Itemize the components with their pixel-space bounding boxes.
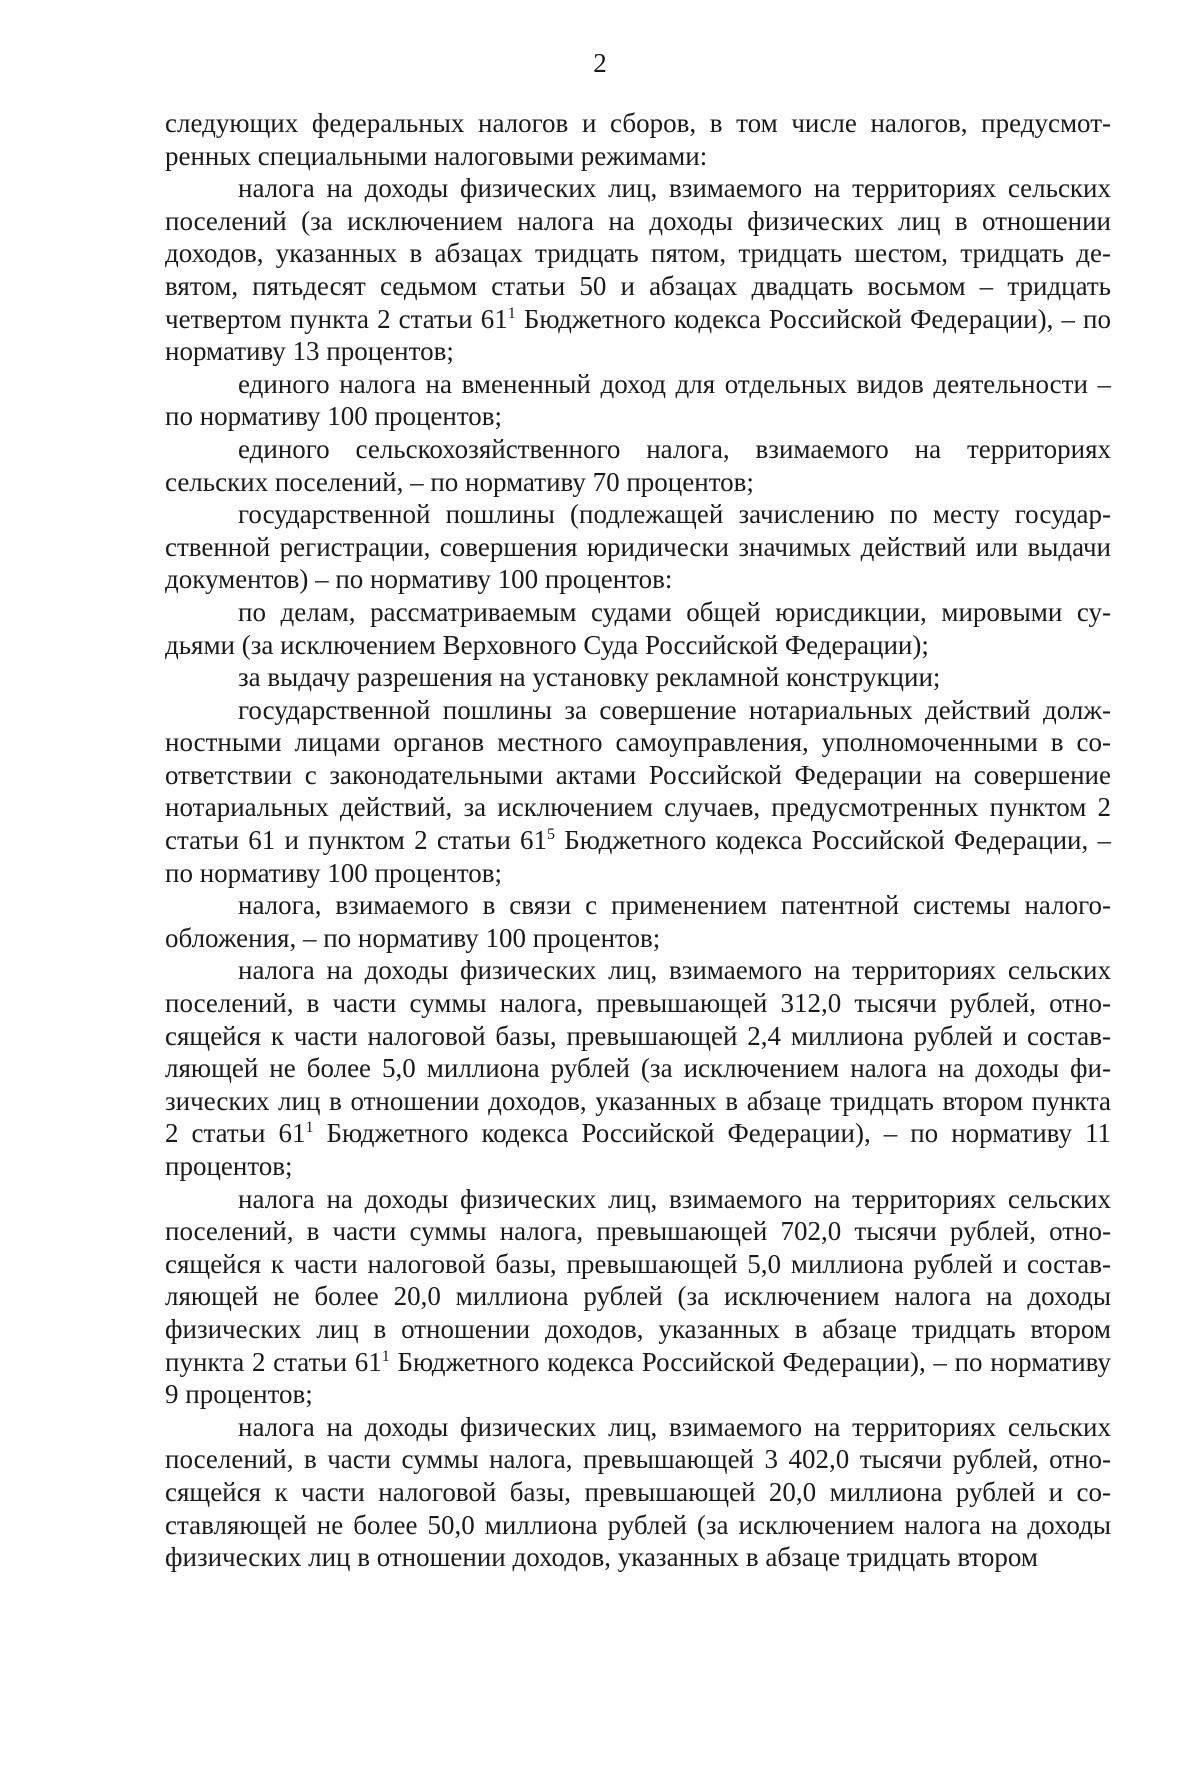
paragraph-text: налога, взимаемого в связи с применением патентной системы налогообложения, – по нормативу 100 процентов; <box>165 890 1111 953</box>
paragraph-text: следующих федеральных налогов и сборов, в том числе налогов, предусмотренных специальными налоговыми режимами: <box>165 108 1111 171</box>
paragraph <box>165 954 1111 1182</box>
superscript: 1 <box>507 304 516 322</box>
paragraph-text: налога на доходы физических лиц, взимаемого на территориях сельских поселений, в части суммы налога, превышающей 3 402,0 тысячи рублей, относящейся к части налоговой базы, превышающей 20,0 миллиона рублей и составляющей не более 50,0 миллиона рублей (за исключением налога на доходы физических лиц в отношении доходов, указанных в абзаце тридцать втором <box>165 1411 1111 1573</box>
paragraph <box>165 1411 1111 1574</box>
superscript: 1 <box>305 1119 314 1137</box>
paragraph-text: Бюджетного кодекса Российской Федерации, – по нормативу 100 процентов; <box>165 825 1111 888</box>
page-number: 2 <box>593 48 607 78</box>
paragraph-text: Бюджетного кодекса Российской Федерации), – по нормативу 9 процентов; <box>165 1346 1112 1410</box>
paragraph-text: за выдачу разрешения на установку рекламной конструкции; <box>238 662 941 693</box>
paragraph-text: Бюджетного кодекса Российской Федерации), – по нормативу 11 процентов; <box>165 1118 1111 1181</box>
paragraph-text: налога на доходы физических лиц, взимаемого на территориях сельских поселений, в части суммы налога, превышающей 312,0 тысячи рублей, относящейся к части налоговой базы, превышающей 2,4 миллиона рублей и составляющей не более 5,0 миллиона рублей (за исключением налога на доходы физических лиц в отношении доходов, указанных в абзаце тридцать втором пункта 2 статьи 61 <box>165 955 1111 1149</box>
paragraph-text: единого сельскохозяйственного налога, взимаемого на территориях сельских поселений, – по нормативу 70 процентов; <box>165 433 1111 497</box>
superscript: 1 <box>381 1347 390 1365</box>
paragraph-text: по делам, рассматриваемым судами общей юрисдикции, мировыми судьями (за исключением Верховного Суда Российской Федерации); <box>165 596 1111 660</box>
paragraph <box>165 596 1111 661</box>
paragraph <box>165 889 1111 954</box>
paragraph <box>165 172 1111 368</box>
superscript: 5 <box>547 826 556 844</box>
paragraph-text: государственной пошлины (подлежащей зачислению по месту государственной регистрации, совершения юридически значимых действий или выдачи документов) – по нормативу 100 процентов: <box>165 499 1111 595</box>
paragraph <box>165 694 1111 890</box>
paragraph <box>165 107 1111 172</box>
paragraph-text: единого налога на вмененный доход для отдельных видов деятельности – по нормативу 100 процентов; <box>165 368 1111 432</box>
paragraph <box>165 1183 1111 1411</box>
paragraph-text: налога на доходы физических лиц, взимаемого на территориях сельских поселений, в части суммы налога, превышающей 702,0 тысячи рублей, относящейся к части налоговой базы, превышающей 5,0 миллиона рублей и составляющей не более 20,0 миллиона рублей (за исключением налога на доходы физических лиц в отношении доходов, указанных в абзаце тридцать втором пункта 2 статьи 61 <box>165 1183 1111 1377</box>
paragraph <box>165 433 1111 498</box>
paragraph-text: налога на доходы физических лиц, взимаемого на территориях сельских поселений (за исключением налога на доходы физических лиц в отношении доходов, указанных в абзацах тридцать пятом, тридцать шестом, тридцать девятом, пятьдесят седьмом статьи 50 и абзацах двадцать восьмом – тридцать четвертом пункта 2 статьи 61 <box>165 173 1111 334</box>
document-body <box>165 107 1111 1574</box>
paragraph <box>165 498 1111 596</box>
paragraph-text: государственной пошлины за совершение нотариальных действий должностными лицами органов местного самоуправления, уполномоченными в соответствии с законодательными актами Российской Федерации на совершение нотариальных действий, за исключением случаев, предусмотренных пунктом 2 статьи 61 и пунктом 2 статьи 61 <box>165 694 1111 856</box>
paragraph <box>165 368 1111 433</box>
paragraph <box>165 661 1111 694</box>
paragraph-text: Бюджетного кодекса Российской Федерации), – по нормативу 13 процентов; <box>165 303 1111 367</box>
